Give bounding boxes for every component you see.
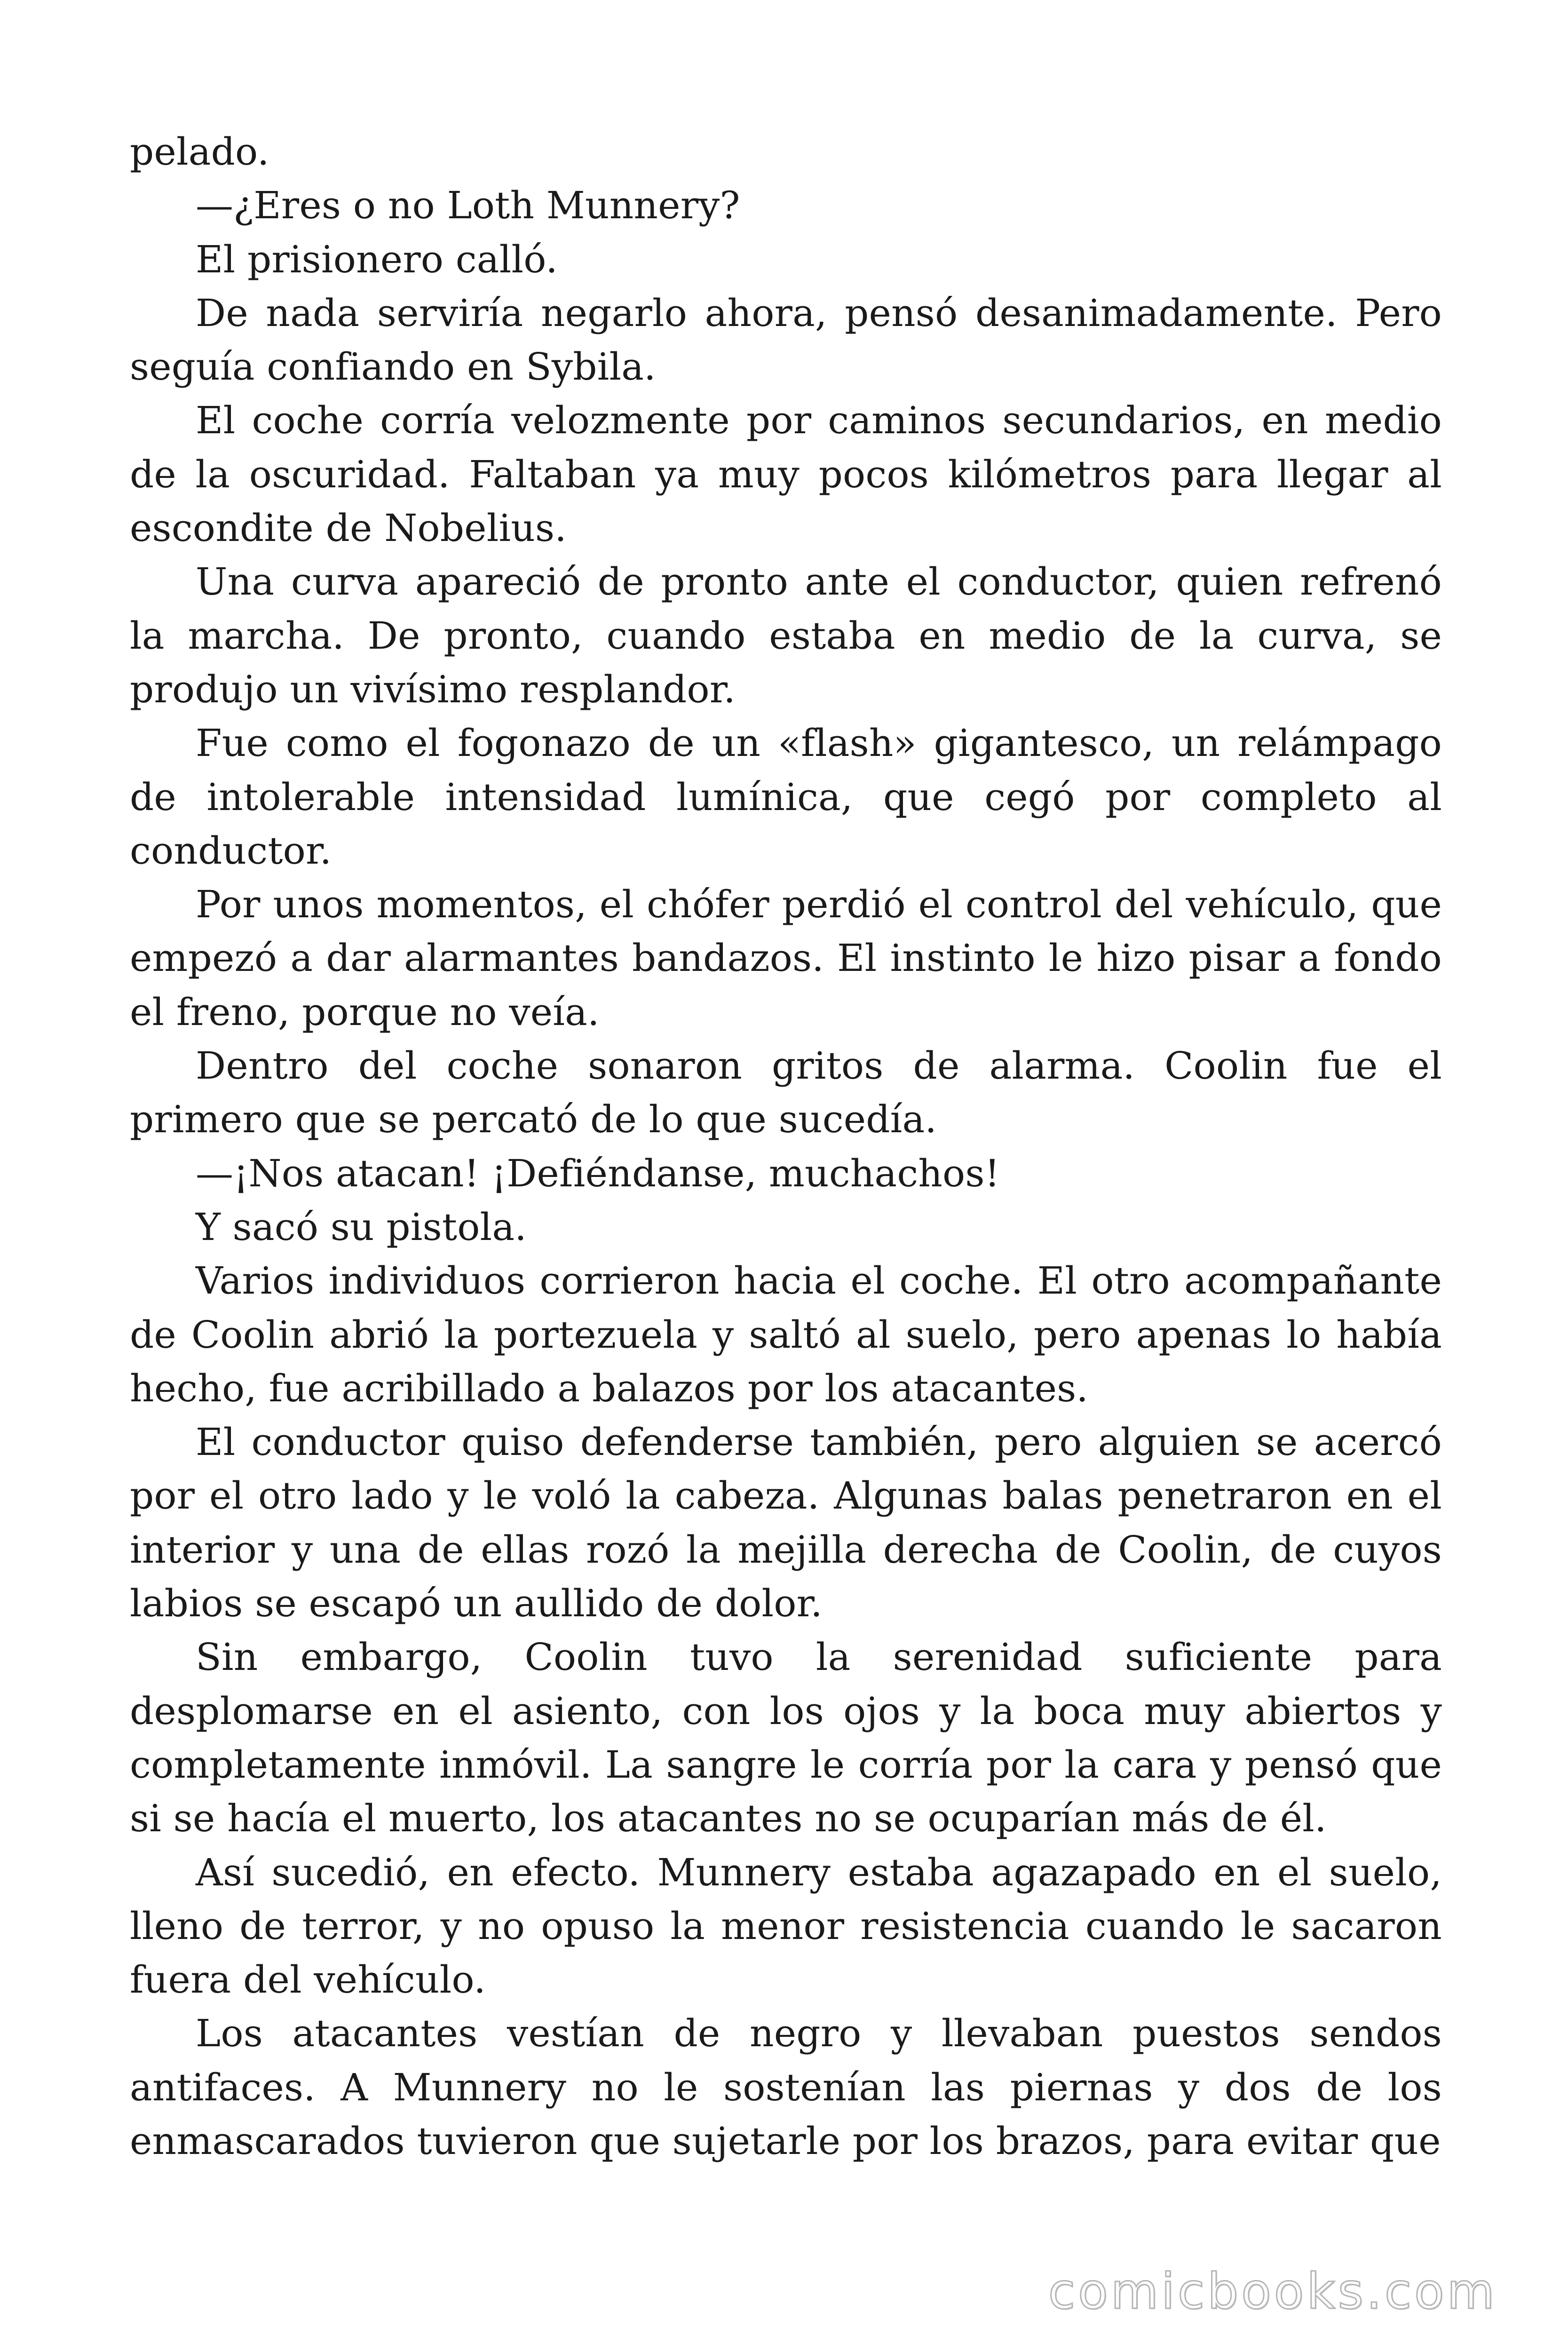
paragraph: De nada serviría negarlo ahora, pensó desanimadamente. Pero seguía confiando en Sybila. xyxy=(130,291,1442,389)
page-body xyxy=(130,125,1442,2168)
paragraph: El prisionero calló. xyxy=(196,237,558,281)
paragraph: —¿Eres o no Loth Munnery? xyxy=(196,183,740,228)
paragraph: Fue como el fogonazo de un «flash» gigantesco, un relámpago de intolerable intensidad lumínica, que cegó por completo al conductor. xyxy=(130,721,1442,873)
paragraph: Una curva apareció de pronto ante el conductor, quien refrenó la marcha. De pronto, cuando estaba en medio de la curva, se produjo un vivísimo resplandor. xyxy=(130,560,1442,711)
paragraph: El coche corría velozmente por caminos secundarios, en medio de la oscuridad. Faltaban ya muy pocos kilómetros para llegar al escondite de Nobelius. xyxy=(130,398,1442,550)
paragraph: El conductor quiso defenderse también, pero alguien se acercó por el otro lado y le voló la cabeza. Algunas balas penetraron en el interior y una de ellas rozó la mejilla derecha de Coolin, de cuyos labios se escapó un aullido de dolor. xyxy=(130,1420,1442,1626)
paragraph: Dentro del coche sonaron gritos de alarma. Coolin fue el primero que se percató de lo que sucedía. xyxy=(130,1044,1442,1142)
paragraph: pelado. xyxy=(130,130,269,174)
paragraph: —¡Nos atacan! ¡Defiéndanse, muchachos! xyxy=(196,1151,1000,1195)
paragraph: Varios individuos corrieron hacia el coche. El otro acompañante de Coolin abrió la portezuela y saltó al suelo, pero apenas lo había hecho, fue acribillado a balazos por los atacantes. xyxy=(130,1259,1442,1410)
paragraph: Por unos momentos, el chófer perdió el control del vehículo, que empezó a dar alarmantes bandazos. El instinto le hizo pisar a fondo el freno, porque no veía. xyxy=(130,882,1442,1034)
paragraph: Y sacó su pistola. xyxy=(196,1205,527,1249)
paragraph: Los atacantes vestían de negro y llevaban puestos sendos antifaces. A Munnery no le sostenían las piernas y dos de los enmascarados tuvieron que sujetarle por los brazos, para evitar que xyxy=(130,2011,1442,2163)
watermark: comicbooks.com xyxy=(1048,2263,1497,2320)
paragraph: Sin embargo, Coolin tuvo la serenidad suficiente para desplomarse en el asiento, con los ojos y la boca muy abiertos y completamente inmóvil. La sangre le corría por la cara y pensó que si se hacía el muerto, los atacantes no se ocuparían más de él. xyxy=(130,1635,1442,1841)
paragraph: Así sucedió, en efecto. Munnery estaba agazapado en el suelo, lleno de terror, y no opuso la menor resistencia cuando le sacaron fuera del vehículo. xyxy=(130,1850,1442,2002)
